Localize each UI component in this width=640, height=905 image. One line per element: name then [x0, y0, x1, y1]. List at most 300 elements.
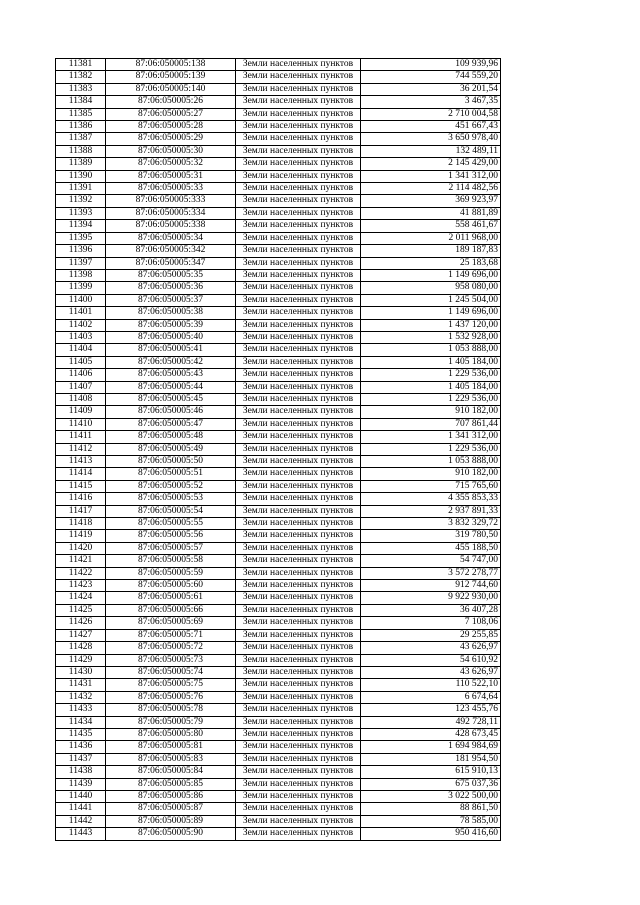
table-row	[56, 356, 501, 368]
cadastral-number-cell: 87:06:050005:80	[106, 728, 236, 740]
table-row	[56, 728, 501, 740]
table-row	[56, 170, 501, 182]
cadastral-value-cell: 88 861,50	[361, 803, 501, 815]
cadastral-number-cell: 87:06:050005:90	[106, 828, 236, 840]
row-number-cell: 11429	[56, 654, 106, 666]
land-category-cell: Земли населенных пунктов	[236, 443, 361, 455]
cadastral-value-cell: 455 188,50	[361, 542, 501, 554]
cadastral-number-cell: 87:06:050005:48	[106, 431, 236, 443]
cadastral-value-cell: 744 559,20	[361, 71, 501, 83]
row-number-cell: 11390	[56, 170, 106, 182]
cadastral-number-cell: 87:06:050005:28	[106, 121, 236, 133]
table-row	[56, 592, 501, 604]
table-row	[56, 493, 501, 505]
row-number-cell: 11398	[56, 269, 106, 281]
cadastral-value-cell: 615 910,13	[361, 766, 501, 778]
land-category-cell: Земли населенных пунктов	[236, 716, 361, 728]
cadastral-value-cell: 1 149 696,00	[361, 269, 501, 281]
cadastral-number-cell: 87:06:050005:45	[106, 393, 236, 405]
table-row	[56, 418, 501, 430]
cadastral-value-cell: 1 149 696,00	[361, 307, 501, 319]
row-number-cell: 11428	[56, 642, 106, 654]
land-category-cell: Земли населенных пунктов	[236, 381, 361, 393]
land-category-cell: Земли населенных пунктов	[236, 294, 361, 306]
land-category-cell: Земли населенных пунктов	[236, 170, 361, 182]
row-number-cell: 11408	[56, 393, 106, 405]
cadastral-value-cell: 1 405 184,00	[361, 356, 501, 368]
cadastral-number-cell: 87:06:050005:71	[106, 629, 236, 641]
cadastral-number-cell: 87:06:050005:32	[106, 158, 236, 170]
row-number-cell: 11437	[56, 753, 106, 765]
cadastral-value-cell: 558 461,67	[361, 220, 501, 232]
cadastral-value-cell: 3 467,35	[361, 96, 501, 108]
row-number-cell: 11403	[56, 331, 106, 343]
cadastral-value-cell: 707 861,44	[361, 418, 501, 430]
land-category-cell: Земли населенных пунктов	[236, 369, 361, 381]
table-row	[56, 121, 501, 133]
cadastral-number-cell: 87:06:050005:347	[106, 257, 236, 269]
cadastral-number-cell: 87:06:050005:84	[106, 766, 236, 778]
table-row	[56, 245, 501, 257]
land-category-cell: Земли населенных пунктов	[236, 617, 361, 629]
table-row	[56, 183, 501, 195]
land-category-cell: Земли населенных пунктов	[236, 815, 361, 827]
row-number-cell: 11411	[56, 431, 106, 443]
cadastral-number-cell: 87:06:050005:78	[106, 704, 236, 716]
row-number-cell: 11383	[56, 83, 106, 95]
land-category-cell: Земли населенных пунктов	[236, 704, 361, 716]
land-category-cell: Земли населенных пунктов	[236, 480, 361, 492]
land-category-cell: Земли населенных пунктов	[236, 232, 361, 244]
cadastral-number-cell: 87:06:050005:140	[106, 83, 236, 95]
row-number-cell: 11438	[56, 766, 106, 778]
table-row	[56, 542, 501, 554]
row-number-cell: 11407	[56, 381, 106, 393]
cadastral-number-cell: 87:06:050005:60	[106, 580, 236, 592]
row-number-cell: 11402	[56, 319, 106, 331]
cadastral-number-cell: 87:06:050005:74	[106, 666, 236, 678]
cadastral-number-cell: 87:06:050005:86	[106, 790, 236, 802]
land-category-cell: Земли населенных пунктов	[236, 828, 361, 840]
row-number-cell: 11427	[56, 629, 106, 641]
table-row	[56, 654, 501, 666]
cadastral-number-cell: 87:06:050005:85	[106, 778, 236, 790]
cadastral-value-cell: 958 080,00	[361, 282, 501, 294]
land-category-cell: Земли населенных пунктов	[236, 468, 361, 480]
row-number-cell: 11406	[56, 369, 106, 381]
table-row	[56, 691, 501, 703]
row-number-cell: 11399	[56, 282, 106, 294]
cadastral-number-cell: 87:06:050005:34	[106, 232, 236, 244]
table-row	[56, 195, 501, 207]
land-category-cell: Земли населенных пунктов	[236, 145, 361, 157]
cadastral-number-cell: 87:06:050005:26	[106, 96, 236, 108]
row-number-cell: 11423	[56, 580, 106, 592]
cadastral-value-cell: 2 710 004,58	[361, 108, 501, 120]
table-row	[56, 232, 501, 244]
table-row	[56, 369, 501, 381]
cadastral-value-cell: 54 747,00	[361, 555, 501, 567]
cadastral-value-cell: 2 145 429,00	[361, 158, 501, 170]
row-number-cell: 11419	[56, 530, 106, 542]
table-row	[56, 778, 501, 790]
cadastral-number-cell: 87:06:050005:50	[106, 456, 236, 468]
row-number-cell: 11395	[56, 232, 106, 244]
land-category-cell: Земли населенных пунктов	[236, 530, 361, 542]
land-category-cell: Земли населенных пунктов	[236, 220, 361, 232]
cadastral-number-cell: 87:06:050005:31	[106, 170, 236, 182]
cadastral-number-cell: 87:06:050005:37	[106, 294, 236, 306]
table-row	[56, 790, 501, 802]
row-number-cell: 11434	[56, 716, 106, 728]
table-row	[56, 257, 501, 269]
cadastral-value-cell: 451 667,43	[361, 121, 501, 133]
row-number-cell: 11382	[56, 71, 106, 83]
cadastral-number-cell: 87:06:050005:38	[106, 307, 236, 319]
cadastral-value-cell: 1 229 536,00	[361, 443, 501, 455]
table-row	[56, 96, 501, 108]
land-category-cell: Земли населенных пунктов	[236, 59, 361, 71]
table-row	[56, 108, 501, 120]
cadastral-value-cell: 910 182,00	[361, 468, 501, 480]
cadastral-number-cell: 87:06:050005:75	[106, 679, 236, 691]
row-number-cell: 11412	[56, 443, 106, 455]
cadastral-number-cell: 87:06:050005:57	[106, 542, 236, 554]
table-row	[56, 269, 501, 281]
row-number-cell: 11424	[56, 592, 106, 604]
row-number-cell: 11422	[56, 567, 106, 579]
table-row	[56, 431, 501, 443]
cadastral-number-cell: 87:06:050005:29	[106, 133, 236, 145]
cadastral-value-cell: 1 437 120,00	[361, 319, 501, 331]
land-category-cell: Земли населенных пунктов	[236, 654, 361, 666]
cadastral-number-cell: 87:06:050005:58	[106, 555, 236, 567]
cadastral-value-cell: 36 201,54	[361, 83, 501, 95]
cadastral-value-cell: 25 183,68	[361, 257, 501, 269]
cadastral-number-cell: 87:06:050005:338	[106, 220, 236, 232]
table-row	[56, 828, 501, 840]
table-row	[56, 133, 501, 145]
table-row	[56, 666, 501, 678]
land-category-cell: Земли населенных пунктов	[236, 158, 361, 170]
land-category-cell: Земли населенных пунктов	[236, 691, 361, 703]
cadastral-value-cell: 2 114 482,56	[361, 183, 501, 195]
row-number-cell: 11421	[56, 555, 106, 567]
cadastral-value-cell: 1 229 536,00	[361, 369, 501, 381]
cadastral-number-cell: 87:06:050005:139	[106, 71, 236, 83]
table-row	[56, 555, 501, 567]
table-row	[56, 518, 501, 530]
cadastral-number-cell: 87:06:050005:43	[106, 369, 236, 381]
table-row	[56, 71, 501, 83]
cadastral-number-cell: 87:06:050005:33	[106, 183, 236, 195]
cadastral-value-cell: 1 341 312,00	[361, 431, 501, 443]
cadastral-value-cell: 1 694 984,69	[361, 741, 501, 753]
table-row	[56, 319, 501, 331]
land-category-cell: Земли населенных пунктов	[236, 642, 361, 654]
land-category-cell: Земли населенных пунктов	[236, 121, 361, 133]
land-category-cell: Земли населенных пунктов	[236, 666, 361, 678]
cadastral-number-cell: 87:06:050005:54	[106, 505, 236, 517]
table-row	[56, 381, 501, 393]
table-row	[56, 716, 501, 728]
cadastral-number-cell: 87:06:050005:44	[106, 381, 236, 393]
cadastral-value-cell: 428 673,45	[361, 728, 501, 740]
land-category-cell: Земли населенных пунктов	[236, 406, 361, 418]
cadastral-value-cell: 912 744,60	[361, 580, 501, 592]
cadastral-value-cell: 189 187,83	[361, 245, 501, 257]
cadastral-value-cell: 36 407,28	[361, 604, 501, 616]
table-row	[56, 406, 501, 418]
row-number-cell: 11436	[56, 741, 106, 753]
land-category-cell: Земли населенных пунктов	[236, 431, 361, 443]
row-number-cell: 11387	[56, 133, 106, 145]
land-category-cell: Земли населенных пунктов	[236, 505, 361, 517]
land-category-cell: Земли населенных пунктов	[236, 728, 361, 740]
cadastral-value-cell: 1 053 888,00	[361, 344, 501, 356]
cadastral-number-cell: 87:06:050005:66	[106, 604, 236, 616]
land-category-cell: Земли населенных пунктов	[236, 456, 361, 468]
land-cadastre-table	[55, 58, 501, 841]
row-number-cell: 11420	[56, 542, 106, 554]
land-category-cell: Земли населенных пунктов	[236, 307, 361, 319]
cadastral-value-cell: 1 341 312,00	[361, 170, 501, 182]
row-number-cell: 11400	[56, 294, 106, 306]
land-category-cell: Земли населенных пунктов	[236, 803, 361, 815]
land-category-cell: Земли населенных пунктов	[236, 71, 361, 83]
table-row	[56, 617, 501, 629]
row-number-cell: 11401	[56, 307, 106, 319]
cadastral-value-cell: 3 832 329,72	[361, 518, 501, 530]
row-number-cell: 11426	[56, 617, 106, 629]
land-category-cell: Земли населенных пунктов	[236, 604, 361, 616]
land-category-cell: Земли населенных пунктов	[236, 319, 361, 331]
cadastral-value-cell: 78 585,00	[361, 815, 501, 827]
row-number-cell: 11440	[56, 790, 106, 802]
cadastral-number-cell: 87:06:050005:30	[106, 145, 236, 157]
cadastral-value-cell: 2 937 891,33	[361, 505, 501, 517]
table-row	[56, 766, 501, 778]
row-number-cell: 11384	[56, 96, 106, 108]
table-row	[56, 307, 501, 319]
table-row	[56, 505, 501, 517]
cadastral-value-cell: 132 489,11	[361, 145, 501, 157]
row-number-cell: 11416	[56, 493, 106, 505]
cadastral-value-cell: 110 522,10	[361, 679, 501, 691]
table-row	[56, 456, 501, 468]
land-category-cell: Земли населенных пунктов	[236, 269, 361, 281]
cadastral-number-cell: 87:06:050005:56	[106, 530, 236, 542]
land-category-cell: Земли населенных пунктов	[236, 555, 361, 567]
row-number-cell: 11391	[56, 183, 106, 195]
table-row	[56, 815, 501, 827]
cadastral-value-cell: 1 532 928,00	[361, 331, 501, 343]
cadastral-value-cell: 1 245 504,00	[361, 294, 501, 306]
land-category-cell: Земли населенных пунктов	[236, 207, 361, 219]
land-category-cell: Земли населенных пунктов	[236, 195, 361, 207]
cadastral-number-cell: 87:06:050005:35	[106, 269, 236, 281]
land-category-cell: Земли населенных пунктов	[236, 790, 361, 802]
cadastral-number-cell: 87:06:050005:49	[106, 443, 236, 455]
land-category-cell: Земли населенных пунктов	[236, 629, 361, 641]
row-number-cell: 11430	[56, 666, 106, 678]
table-row	[56, 83, 501, 95]
table-row	[56, 145, 501, 157]
cadastral-number-cell: 87:06:050005:46	[106, 406, 236, 418]
table-row	[56, 344, 501, 356]
cadastral-number-cell: 87:06:050005:36	[106, 282, 236, 294]
row-number-cell: 11433	[56, 704, 106, 716]
row-number-cell: 11393	[56, 207, 106, 219]
cadastral-value-cell: 6 674,64	[361, 691, 501, 703]
cadastral-value-cell: 43 626,97	[361, 666, 501, 678]
row-number-cell: 11418	[56, 518, 106, 530]
land-category-cell: Земли населенных пунктов	[236, 331, 361, 343]
table-row	[56, 220, 501, 232]
row-number-cell: 11397	[56, 257, 106, 269]
table-row	[56, 158, 501, 170]
cadastral-number-cell: 87:06:050005:55	[106, 518, 236, 530]
row-number-cell: 11425	[56, 604, 106, 616]
cadastral-number-cell: 87:06:050005:41	[106, 344, 236, 356]
cadastral-number-cell: 87:06:050005:87	[106, 803, 236, 815]
table-row	[56, 741, 501, 753]
cadastral-value-cell: 3 572 278,77	[361, 567, 501, 579]
cadastral-value-cell: 3 022 500,00	[361, 790, 501, 802]
land-category-cell: Земли населенных пунктов	[236, 245, 361, 257]
cadastral-value-cell: 54 610,92	[361, 654, 501, 666]
table-row	[56, 704, 501, 716]
cadastral-value-cell: 675 037,36	[361, 778, 501, 790]
cadastral-number-cell: 87:06:050005:76	[106, 691, 236, 703]
cadastral-number-cell: 87:06:050005:27	[106, 108, 236, 120]
table-row	[56, 629, 501, 641]
table-row	[56, 679, 501, 691]
cadastral-value-cell: 2 011 968,00	[361, 232, 501, 244]
table-row	[56, 480, 501, 492]
cadastral-value-cell: 1 053 888,00	[361, 456, 501, 468]
cadastral-value-cell: 1 405 184,00	[361, 381, 501, 393]
cadastral-number-cell: 87:06:050005:138	[106, 59, 236, 71]
table-row	[56, 468, 501, 480]
land-category-cell: Земли населенных пунктов	[236, 393, 361, 405]
cadastral-value-cell: 123 455,76	[361, 704, 501, 716]
table-row	[56, 604, 501, 616]
cadastral-number-cell: 87:06:050005:79	[106, 716, 236, 728]
cadastral-number-cell: 87:06:050005:40	[106, 331, 236, 343]
cadastral-value-cell: 319 780,50	[361, 530, 501, 542]
land-category-cell: Земли населенных пунктов	[236, 592, 361, 604]
row-number-cell: 11385	[56, 108, 106, 120]
cadastral-number-cell: 87:06:050005:333	[106, 195, 236, 207]
table-row	[56, 443, 501, 455]
cadastral-number-cell: 87:06:050005:53	[106, 493, 236, 505]
table-row	[56, 580, 501, 592]
row-number-cell: 11432	[56, 691, 106, 703]
row-number-cell: 11388	[56, 145, 106, 157]
cadastral-value-cell: 4 355 853,33	[361, 493, 501, 505]
row-number-cell: 11404	[56, 344, 106, 356]
table-row	[56, 753, 501, 765]
row-number-cell: 11417	[56, 505, 106, 517]
cadastral-number-cell: 87:06:050005:39	[106, 319, 236, 331]
land-category-cell: Земли населенных пунктов	[236, 493, 361, 505]
cadastral-value-cell: 715 765,60	[361, 480, 501, 492]
land-category-cell: Земли населенных пунктов	[236, 183, 361, 195]
land-category-cell: Земли населенных пунктов	[236, 753, 361, 765]
land-category-cell: Земли населенных пунктов	[236, 356, 361, 368]
cadastral-number-cell: 87:06:050005:47	[106, 418, 236, 430]
land-category-cell: Земли населенных пунктов	[236, 257, 361, 269]
cadastral-value-cell: 910 182,00	[361, 406, 501, 418]
cadastral-value-cell: 950 416,60	[361, 828, 501, 840]
cadastral-value-cell: 1 229 536,00	[361, 393, 501, 405]
row-number-cell: 11415	[56, 480, 106, 492]
land-category-cell: Земли населенных пунктов	[236, 282, 361, 294]
row-number-cell: 11410	[56, 418, 106, 430]
land-category-cell: Земли населенных пунктов	[236, 133, 361, 145]
land-category-cell: Земли населенных пунктов	[236, 741, 361, 753]
land-category-cell: Земли населенных пунктов	[236, 344, 361, 356]
table-body	[56, 59, 501, 841]
cadastral-number-cell: 87:06:050005:73	[106, 654, 236, 666]
row-number-cell: 11439	[56, 778, 106, 790]
cadastral-number-cell: 87:06:050005:89	[106, 815, 236, 827]
table-row	[56, 331, 501, 343]
land-category-cell: Земли населенных пунктов	[236, 96, 361, 108]
row-number-cell: 11443	[56, 828, 106, 840]
land-category-cell: Земли населенных пунктов	[236, 108, 361, 120]
cadastral-value-cell: 43 626,97	[361, 642, 501, 654]
row-number-cell: 11435	[56, 728, 106, 740]
cadastral-number-cell: 87:06:050005:83	[106, 753, 236, 765]
cadastral-number-cell: 87:06:050005:81	[106, 741, 236, 753]
cadastral-value-cell: 29 255,85	[361, 629, 501, 641]
cadastral-number-cell: 87:06:050005:342	[106, 245, 236, 257]
land-category-cell: Земли населенных пунктов	[236, 679, 361, 691]
row-number-cell: 11442	[56, 815, 106, 827]
land-category-cell: Земли населенных пунктов	[236, 518, 361, 530]
row-number-cell: 11441	[56, 803, 106, 815]
row-number-cell: 11392	[56, 195, 106, 207]
land-category-cell: Земли населенных пунктов	[236, 567, 361, 579]
row-number-cell: 11409	[56, 406, 106, 418]
land-category-cell: Земли населенных пунктов	[236, 83, 361, 95]
table-row	[56, 207, 501, 219]
row-number-cell: 11394	[56, 220, 106, 232]
cadastral-number-cell: 87:06:050005:72	[106, 642, 236, 654]
cadastral-number-cell: 87:06:050005:69	[106, 617, 236, 629]
cadastral-number-cell: 87:06:050005:59	[106, 567, 236, 579]
row-number-cell: 11431	[56, 679, 106, 691]
row-number-cell: 11405	[56, 356, 106, 368]
cadastral-number-cell: 87:06:050005:42	[106, 356, 236, 368]
cadastral-value-cell: 9 922 930,00	[361, 592, 501, 604]
land-category-cell: Земли населенных пунктов	[236, 542, 361, 554]
cadastral-value-cell: 109 939,96	[361, 59, 501, 71]
row-number-cell: 11389	[56, 158, 106, 170]
table-row	[56, 530, 501, 542]
row-number-cell: 11413	[56, 456, 106, 468]
table-row	[56, 294, 501, 306]
cadastral-number-cell: 87:06:050005:51	[106, 468, 236, 480]
cadastral-value-cell: 3 650 978,40	[361, 133, 501, 145]
cadastral-number-cell: 87:06:050005:52	[106, 480, 236, 492]
land-category-cell: Земли населенных пунктов	[236, 580, 361, 592]
row-number-cell: 11386	[56, 121, 106, 133]
cadastral-number-cell: 87:06:050005:61	[106, 592, 236, 604]
row-number-cell: 11414	[56, 468, 106, 480]
